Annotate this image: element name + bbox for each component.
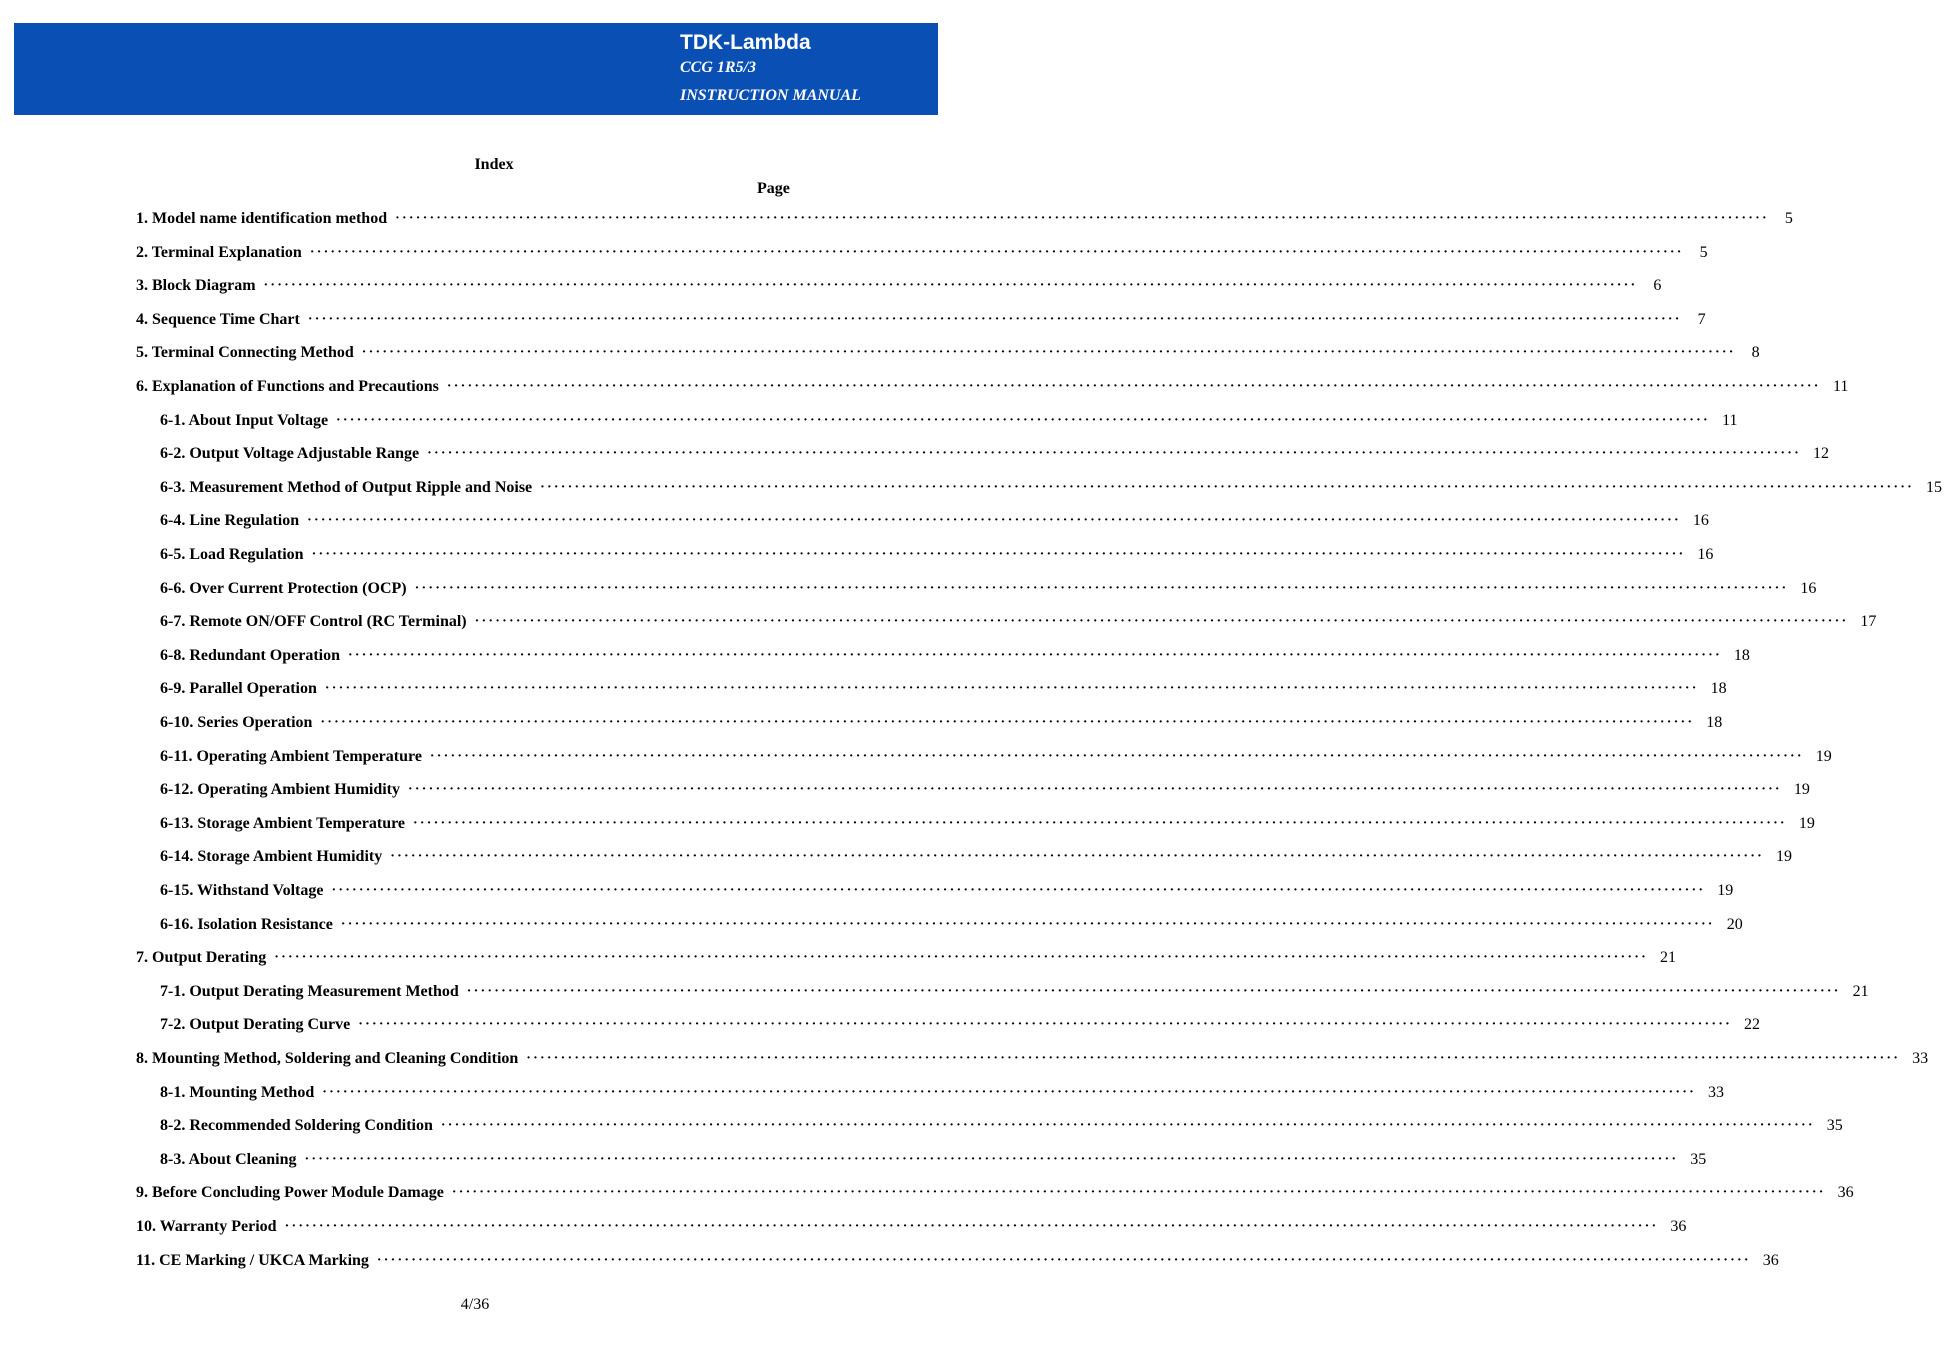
toc-entry[interactable] [160,843,1793,871]
document-type: INSTRUCTION MANUAL [680,87,861,104]
toc-entry[interactable] [160,608,1877,636]
toc-entry[interactable] [160,575,1817,603]
dot-leader: ········································································································································································································ [390,849,1765,865]
header-banner [14,23,938,115]
dot-leader: ········································································································································································································ [311,547,1686,562]
toc-entry-page: 7 [1697,310,1706,328]
toc-entry-title: 8-3. About Cleaning [160,1150,297,1168]
toc-entry-title: 5. Terminal Connecting Method [136,344,354,362]
toc-entry[interactable] [136,339,1760,367]
dot-leader: ········································································································································································································ [414,580,1789,596]
toc-entry-page: 5 [1784,210,1793,227]
toc-entry-page: 33 [1708,1083,1725,1101]
toc-entry-title: 6-3. Measurement Method of Output Ripple and Noise [160,478,533,496]
toc-entry[interactable] [136,944,1677,972]
toc-entry[interactable] [160,675,1727,703]
dot-leader: ········································································································································································································ [322,1084,1697,1100]
toc-entry[interactable] [160,1112,1843,1140]
toc-entry[interactable] [160,877,1734,905]
toc-entry-title: 7. Output Derating [136,949,267,967]
toc-entry-title: 6-15. Withstand Voltage [160,882,324,899]
brand-name: TDK-Lambda [680,31,811,54]
toc-entry-page: 16 [1692,512,1709,530]
index-title: Index [474,156,514,173]
toc-entry[interactable] [136,1045,1929,1073]
toc-entry-page: 21 [1852,982,1869,1000]
page-number: 4/36 [460,1296,490,1313]
toc-entry-page: 16 [1697,546,1714,563]
dot-leader: ········································································································································································································ [358,1017,1733,1033]
toc-entry-title: 6-10. Series Operation [160,714,313,731]
toc-entry-title: 7-1. Output Derating Measurement Method [160,982,459,1000]
toc-entry[interactable] [160,541,1714,569]
toc-entry[interactable] [160,440,1829,468]
toc-entry-title: 11. CE Marking / UKCA Marking [136,1251,369,1269]
toc-entry[interactable] [160,776,1810,804]
toc-entry[interactable] [160,743,1832,771]
dot-leader: ········································································································································································································ [284,1219,1659,1234]
dot-leader: ········································································································································································································ [361,345,1736,361]
toc-entry-page: 20 [1726,915,1743,933]
toc-entry-title: 6-5. Load Regulation [160,546,304,563]
toc-entry-title: 6-4. Line Regulation [160,512,300,530]
toc-entry-title: 8. Mounting Method, Soldering and Cleaning Condition [136,1050,519,1067]
toc-entry-title: 6-1. About Input Voltage [160,411,329,429]
dot-leader: ········································································································································································································ [466,983,1841,999]
dot-leader: ········································································································································································································ [526,1051,1901,1066]
dot-leader: ········································································································································································································ [348,647,1722,663]
dot-leader: ········································································································································································································ [304,1151,1679,1167]
toc-entry[interactable] [136,1213,1687,1241]
toc-entry-page: 19 [1717,882,1734,899]
toc-entry[interactable] [160,1011,1761,1039]
toc-entry-title: 6-16. Isolation Resistance [160,915,333,933]
dot-leader: ········································································································································································································ [263,278,1638,294]
dot-leader: ········································································································································································································ [274,950,1649,966]
toc-entry-page: 6 [1653,277,1662,295]
toc-entry-title: 10. Warranty Period [136,1218,277,1235]
toc-entry-title: 6-9. Parallel Operation [160,680,317,698]
toc-entry[interactable] [136,239,1708,267]
toc-entry[interactable] [160,1079,1725,1107]
toc-entry-title: 4. Sequence Time Chart [136,310,300,328]
toc-entry-page: 15 [1925,478,1942,496]
toc-entry-page: 11 [1722,411,1738,429]
toc-entry-page: 18 [1733,646,1750,664]
toc-entry-page: 35 [1690,1150,1707,1168]
model-number: CCG 1R5/3 [680,59,757,76]
dot-leader: ········································································································································································································ [540,479,1914,495]
dot-leader: ········································································································································································································ [324,681,1699,697]
dot-leader: ········································································································································································································ [451,1185,1826,1201]
toc-entry[interactable] [136,1179,1854,1207]
toc-entry[interactable] [160,911,1743,939]
toc-entry-page: 17 [1860,613,1877,631]
toc-entry-page: 35 [1826,1117,1843,1135]
toc-entry-title: 6-14. Storage Ambient Humidity [160,848,383,866]
toc-entry-page: 19 [1776,848,1793,866]
toc-entry-page: 16 [1800,579,1817,597]
toc-entry-page: 19 [1798,814,1815,832]
dot-leader: ········································································································································································································ [340,916,1715,932]
toc-entry[interactable] [160,810,1815,838]
toc-entry-page: 8 [1751,344,1760,362]
toc-entry-page: 21 [1660,949,1677,967]
toc-entry[interactable] [136,306,1706,334]
toc-entry[interactable] [160,709,1723,737]
toc-entry-page: 36 [1837,1184,1854,1202]
dot-leader: ········································································································································································································ [307,513,1681,529]
dot-leader: ········································································································································································································ [446,379,1821,394]
dot-leader: ········································································································································································································ [413,815,1787,831]
toc-entry[interactable] [160,642,1750,670]
toc-entry-page: 5 [1699,243,1708,261]
toc-entry-title: 7-2. Output Derating Curve [160,1016,351,1034]
toc-entry[interactable] [160,474,1942,502]
toc-entry-title: 9. Before Concluding Power Module Damage [136,1184,444,1202]
toc-entry[interactable] [160,978,1869,1006]
dot-leader: ········································································································································································································ [427,446,1801,462]
toc-entry[interactable] [160,407,1738,435]
dot-leader: ········································································································································································································ [331,883,1706,898]
toc-entry-title: 6-2. Output Voltage Adjustable Range [160,445,420,463]
dot-leader: ········································································································································································································ [474,614,1849,630]
toc-entry-title: 6-12. Operating Ambient Humidity [160,781,401,799]
dot-leader: ········································································································································································································ [309,244,1684,260]
toc-entry-title: 6-6. Over Current Protection (OCP) [160,579,407,597]
page-column-label: Page [757,180,790,197]
toc-entry[interactable] [136,205,1793,233]
toc-entry-page: 18 [1706,714,1723,731]
toc-entry[interactable] [136,373,1849,401]
toc-entry-page: 22 [1744,1016,1761,1034]
toc-entry-page: 18 [1710,680,1727,698]
dot-leader: ········································································································································································································ [408,782,1782,798]
toc-entry-title: 6-11. Operating Ambient Temperature [160,747,422,765]
toc-entry[interactable] [160,507,1709,535]
toc-entry-title: 3. Block Diagram [136,277,256,295]
toc-entry-page: 36 [1762,1251,1779,1269]
toc-entry-title: 6-13. Storage Ambient Temperature [160,814,406,832]
toc-entry-title: 1. Model name identification method [136,210,388,227]
toc-entry-page: 11 [1832,378,1849,395]
toc-entry-title: 6. Explanation of Functions and Precautions [136,378,439,395]
toc-entry-page: 12 [1812,445,1829,463]
dot-leader: ········································································································································································································ [307,311,1682,327]
toc-entry-page: 33 [1912,1050,1929,1067]
toc-entry-title: 6-8. Redundant Operation [160,646,341,664]
toc-entry-title: 8-1. Mounting Method [160,1083,315,1101]
toc-entry-page: 19 [1815,747,1832,765]
toc-entry-title: 8-2. Recommended Soldering Condition [160,1117,433,1135]
dot-leader: ········································································································································································································ [395,211,1769,226]
toc-entry[interactable] [160,1146,1707,1174]
toc-entry-page: 36 [1670,1218,1687,1235]
toc-entry-page: 19 [1793,781,1810,799]
dot-leader: ········································································································································································································ [440,1118,1815,1134]
dot-leader: ········································································································································································································ [429,748,1804,764]
toc-entry-title: 2. Terminal Explanation [136,243,302,261]
toc-entry[interactable] [136,1247,1779,1275]
dot-leader: ········································································································································································································ [336,412,1710,428]
dot-leader: ········································································································································································································ [376,1252,1751,1268]
toc-entry-title: 6-7. Remote ON/OFF Control (RC Terminal) [160,613,467,631]
toc-entry[interactable] [136,272,1662,300]
dot-leader: ········································································································································································································ [320,715,1695,730]
